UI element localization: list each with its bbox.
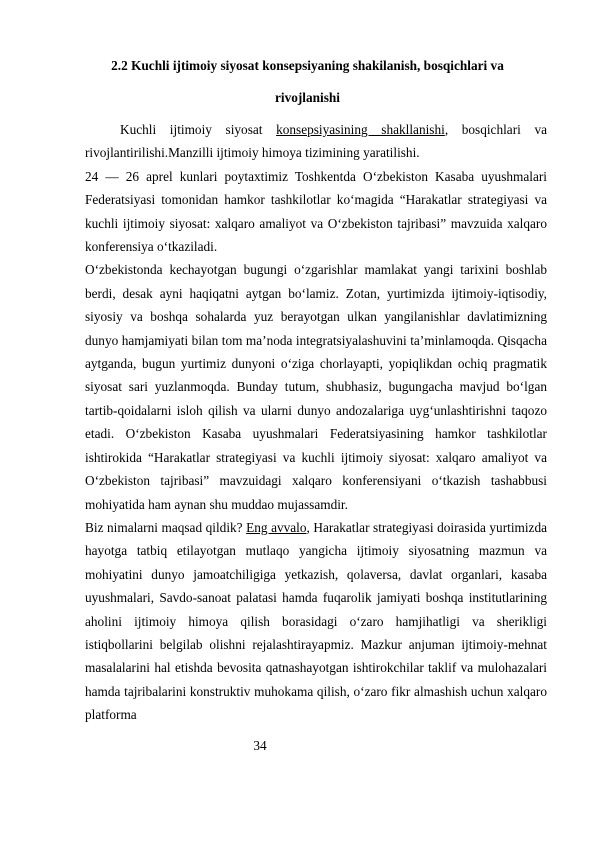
paragraph-intro-text-after-link: , bosqichlari va rivojlantirilishi.Manzilli ijtimoiy himoya tizimining yaratilishi. <box>85 122 547 161</box>
paragraph-goals-text-before-link: Biz nimalarni maqsad qildik? <box>85 519 247 535</box>
paragraph-intro-text-before-link: Kuchli ijtimoiy siyosat <box>120 122 277 137</box>
body-text <box>85 118 547 727</box>
page-number: 34 <box>253 738 267 753</box>
section-heading-line-1: 2.2 Kuchli ijtimoiy siyosat konsepsiyaning shakilanish, bosqichlari va <box>111 58 504 73</box>
paragraph-changes: O‘zbekistonda kechayotgan bugungi o‘zgarishlar mamlakat yangi tarixini boshlab berdi, desak ayni haqiqatni aytgan bo‘lamiz. Zotan, yurtimizda ijtimoiy-iqtisodiy, siyosiy va boshqa sohalarda yuz berayotgan ulkan yangilanishlar davlatimizning dunyo hamjamiyati bilan tom ma’noda integratsiyalashuvini ta’minlamoqda. Qisqacha aytganda, bugun yurtimiz dunyoni o‘ziga chorlayapti, yopiqlikdan ochiq pragmatik siyosat sari yuzlanmoqda. Bunday tutum, shubhasiz, bugungacha mavjud bo‘lgan tartib-qoidalarni isloh qilish va ularni dunyo andozalariga uyg‘unlashtirishni taqozo etadi. O‘zbekiston Kasaba uyushmalari Federatsiyasining hamkor tashkilotlar ishtirokida “Harakatlar strategiyasi va kuchli ijtimoiy siyosat: xalqaro amaliyot va O‘zbekiston tajribasi” mavzuidagi xalqaro konferensiyani o‘tkazish tashabbusi mohiyatida ham aynan shu muddao mujassamdir. <box>85 262 547 512</box>
eng-avvalo-link[interactable]: Eng avvalo <box>246 519 307 535</box>
paragraph-goals-text-after-link: , Harakatlar strategiyasi doirasida yurtimizda hayotga tatbiq etilayotgan mutlaqo yangicha ijtimoiy siyosatning mazmun va mohiyatini dunyo jamoatchiligiga yetkazish, qolaversa, davlat organlari, kasaba uyushmalari, Savdo-sanoat palatasi hamda fuqarolik jamiyati boshqa institutlarining aholini ijtimoiy himoya qilish borasidagi o‘zaro hamjihatligi va sherikligi istiqbollarini belgilab olishni rejalashtirayapmiz. Mazkur anjuman ijtimoiy-mehnat masalalarini hal etishda bevosita qatnashayotgan ishtirokchilar taklif va mulohazalari hamda tajribalarini konstruktiv muhokama qilish, o‘zaro fikr almashish uchun xalqaro platforma <box>85 519 548 723</box>
paragraph-conference: 24 — 26 aprel kunlari poytaxtimiz Toshkentda O‘zbekiston Kasaba uyushmalari Federatsiyasi tomonidan hamkor tashkilotlar ko‘magida “Harakatlar strategiyasi va kuchli ijtimoiy siyosat: xalqaro amaliyot va O‘zbekiston tajribasi” mavzuida xalqaro konferensiya o‘tkaziladi. <box>85 168 547 255</box>
konsepsiya-link[interactable]: konsepsiyasining shakllanishi <box>276 122 445 137</box>
section-heading-line-2: rivojlanishi <box>274 90 341 105</box>
paragraph-intro <box>85 118 547 165</box>
paragraph-goals <box>85 516 547 727</box>
